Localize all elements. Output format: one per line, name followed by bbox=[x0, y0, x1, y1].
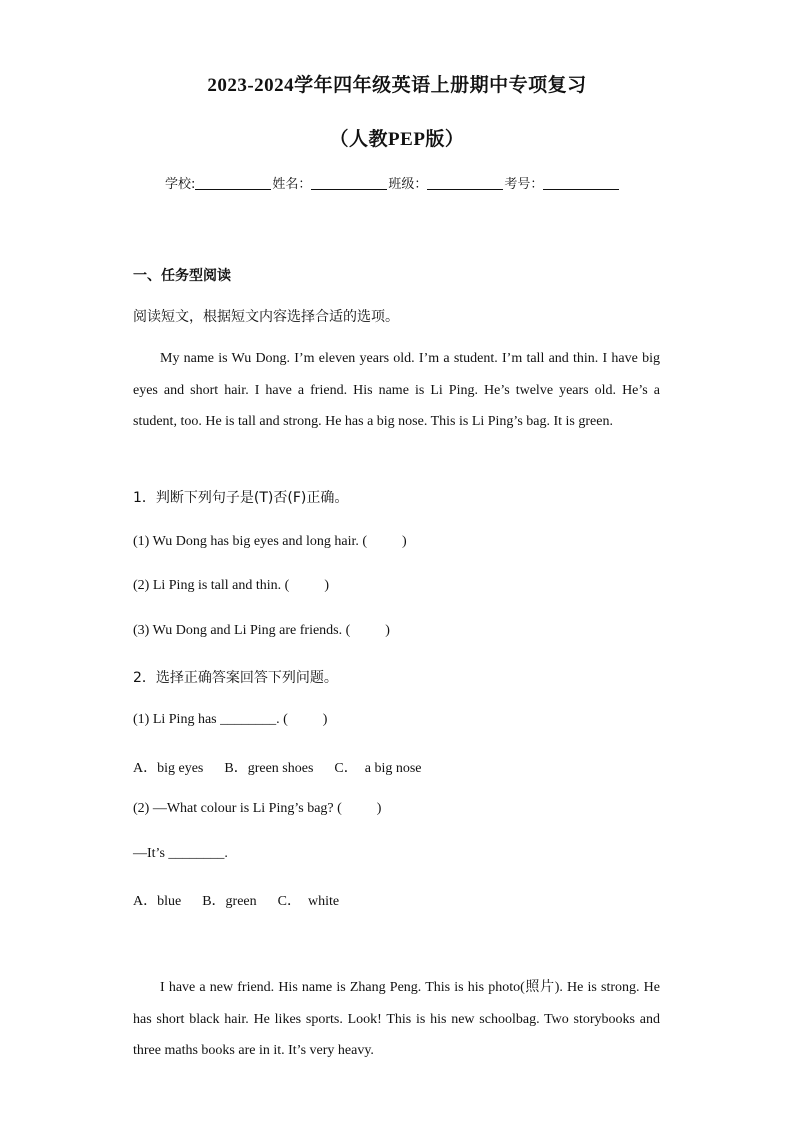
section-instruction: 阅读短文，根据短文内容选择合适的选项。 bbox=[133, 309, 399, 325]
question-2-sub-2: (2) —What colour is Li Ping’s bag? ( ) bbox=[133, 801, 382, 816]
question-2-sub-1-options: A．big eyes B．green shoes C． a big nose bbox=[133, 761, 422, 776]
question-2-prompt: 2．选择正确答案回答下列问题。 bbox=[133, 670, 338, 686]
question-1-item-2: (2) Li Ping is tall and thin. ( ) bbox=[133, 578, 329, 593]
question-1-item-3: (3) Wu Dong and Li Ping are friends. ( ) bbox=[133, 623, 390, 638]
question-2-sub-1: (1) Li Ping has ________. ( ) bbox=[133, 712, 328, 727]
question-1-item-1: (1) Wu Dong has big eyes and long hair. ( ) bbox=[133, 534, 407, 549]
reading-passage-2: I have a new friend. His name is Zhang Peng. This is his photo(照片). He is strong. He has short black hair. He likes sports. Look! This is his new schoolbag. Two storybooks and three maths books are in it. It’s very heavy. bbox=[133, 980, 660, 1058]
class-blank[interactable] bbox=[427, 176, 503, 190]
school-label: 学校: bbox=[165, 177, 196, 192]
page-title: 2023-2024学年四年级英语上册期中专项复习 bbox=[207, 75, 587, 96]
school-blank[interactable] bbox=[195, 176, 271, 190]
question-2-sub-2-options: A．blue B．green C． white bbox=[133, 894, 340, 909]
name-blank[interactable] bbox=[311, 176, 387, 190]
class-label: 班级： bbox=[388, 177, 428, 192]
exam-number-label: 考号： bbox=[504, 177, 544, 192]
student-info-row bbox=[165, 173, 620, 192]
exam-number-blank[interactable] bbox=[543, 176, 619, 190]
name-label: 姓名： bbox=[272, 177, 312, 192]
section-heading: 一、任务型阅读 bbox=[133, 268, 231, 284]
question-1-prompt: 1．判断下列句子是(T)否(F)正确。 bbox=[133, 490, 349, 506]
page-subtitle: （人教PEP版） bbox=[329, 129, 465, 150]
question-2-sub-2-answer-line: —It’s ________. bbox=[133, 846, 228, 861]
reading-passage-1: My name is Wu Dong. I’m eleven years old. I’m a student. I’m tall and thin. I have big eyes and short hair. I have a friend. His name is Li Ping. He’s twelve years old. He’s a student, too. He is tall and strong. He has a big nose. This is Li Ping’s bag. It is green. bbox=[133, 351, 660, 429]
